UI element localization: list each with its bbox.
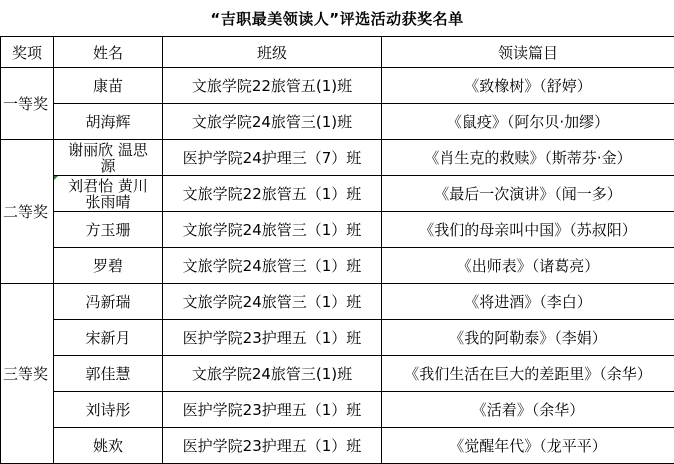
class-cell: 医护学院23护理五（1）班 bbox=[163, 320, 382, 356]
award-table bbox=[0, 36, 674, 464]
reading-cell: 《出师表》（诸葛亮） bbox=[382, 248, 674, 284]
table-row bbox=[1, 104, 674, 140]
name-cell: 郭佳慧 bbox=[54, 356, 163, 392]
name-line: 源 bbox=[54, 158, 162, 174]
class-cell: 医护学院23护理五（1）班 bbox=[163, 392, 382, 428]
table-row bbox=[1, 392, 674, 428]
award-second-label: 二等奖 bbox=[1, 201, 54, 222]
award-first-label: 一等奖 bbox=[1, 93, 54, 114]
table-row bbox=[1, 212, 674, 248]
class-cell: 医护学院23护理五（1）班 bbox=[163, 428, 382, 464]
name-cell: 方玉珊 bbox=[54, 212, 163, 248]
award-first-cell bbox=[1, 68, 54, 140]
table-row bbox=[1, 176, 674, 212]
class-cell: 文旅学院24旅管三(1)班 bbox=[163, 356, 382, 392]
reading-cell: 《我们生活在巨大的差距里》（余华） bbox=[382, 356, 674, 392]
table-row bbox=[1, 356, 674, 392]
reading-cell: 《肖生克的救赎》（斯蒂芬·金） bbox=[382, 140, 674, 176]
name-cell: 冯新瑞 bbox=[54, 284, 163, 320]
reading-cell: 《觉醒年代》（龙平平） bbox=[382, 428, 674, 464]
reading-cell: 《将进酒》（李白） bbox=[382, 284, 674, 320]
class-cell: 文旅学院22旅管五（1）班 bbox=[163, 176, 382, 212]
table-row bbox=[1, 248, 674, 284]
table-header-row bbox=[1, 37, 674, 68]
class-cell: 医护学院24护理三（7）班 bbox=[163, 140, 382, 176]
name-cell: 姚欢 bbox=[54, 428, 163, 464]
table-row bbox=[1, 284, 674, 320]
reading-cell: 《最后一次演讲》（闻一多） bbox=[382, 176, 674, 212]
name-cell: 胡海辉 bbox=[54, 104, 163, 140]
reading-cell: 《致橡树》（舒婷） bbox=[382, 68, 674, 104]
header-class: 班级 bbox=[163, 37, 382, 68]
class-cell: 文旅学院24旅管三（1）班 bbox=[163, 248, 382, 284]
table-row bbox=[1, 68, 674, 104]
name-cell: 康苗 bbox=[54, 68, 163, 104]
award-third-cell bbox=[1, 284, 54, 464]
header-name: 姓名 bbox=[54, 37, 163, 68]
reading-cell: 《鼠疫》（阿尔贝·加缪） bbox=[382, 104, 674, 140]
name-cell: 宋新月 bbox=[54, 320, 163, 356]
name-cell bbox=[54, 176, 163, 212]
reading-cell: 《我的阿勒泰》（李娟） bbox=[382, 320, 674, 356]
award-third-label: 三等奖 bbox=[1, 363, 54, 384]
name-line: 张雨晴 bbox=[54, 194, 162, 210]
reading-cell: 《我们的母亲叫中国》（苏叔阳） bbox=[382, 212, 674, 248]
sheet-title: “吉职最美领读人”评选活动获奖名单 bbox=[0, 0, 674, 36]
award-second-cell bbox=[1, 140, 54, 284]
name-cell: 罗碧 bbox=[54, 248, 163, 284]
class-cell: 文旅学院24旅管三（1）班 bbox=[163, 212, 382, 248]
table-row bbox=[1, 320, 674, 356]
header-award: 奖项 bbox=[1, 37, 54, 68]
reading-cell: 《活着》（余华） bbox=[382, 392, 674, 428]
table-row bbox=[1, 140, 674, 176]
class-cell: 文旅学院24旅管三（1）班 bbox=[163, 284, 382, 320]
class-cell: 文旅学院22旅管五(1)班 bbox=[163, 68, 382, 104]
name-cell: 刘诗彤 bbox=[54, 392, 163, 428]
header-reading: 领读篇目 bbox=[382, 37, 674, 68]
table-row bbox=[1, 428, 674, 464]
name-cell bbox=[54, 140, 163, 176]
cell-comment-marker bbox=[54, 176, 58, 180]
name-line: 谢丽欣 温思 bbox=[54, 142, 162, 158]
class-cell: 文旅学院24旅管三(1)班 bbox=[163, 104, 382, 140]
name-line: 刘君怡 黄川 bbox=[54, 178, 162, 194]
